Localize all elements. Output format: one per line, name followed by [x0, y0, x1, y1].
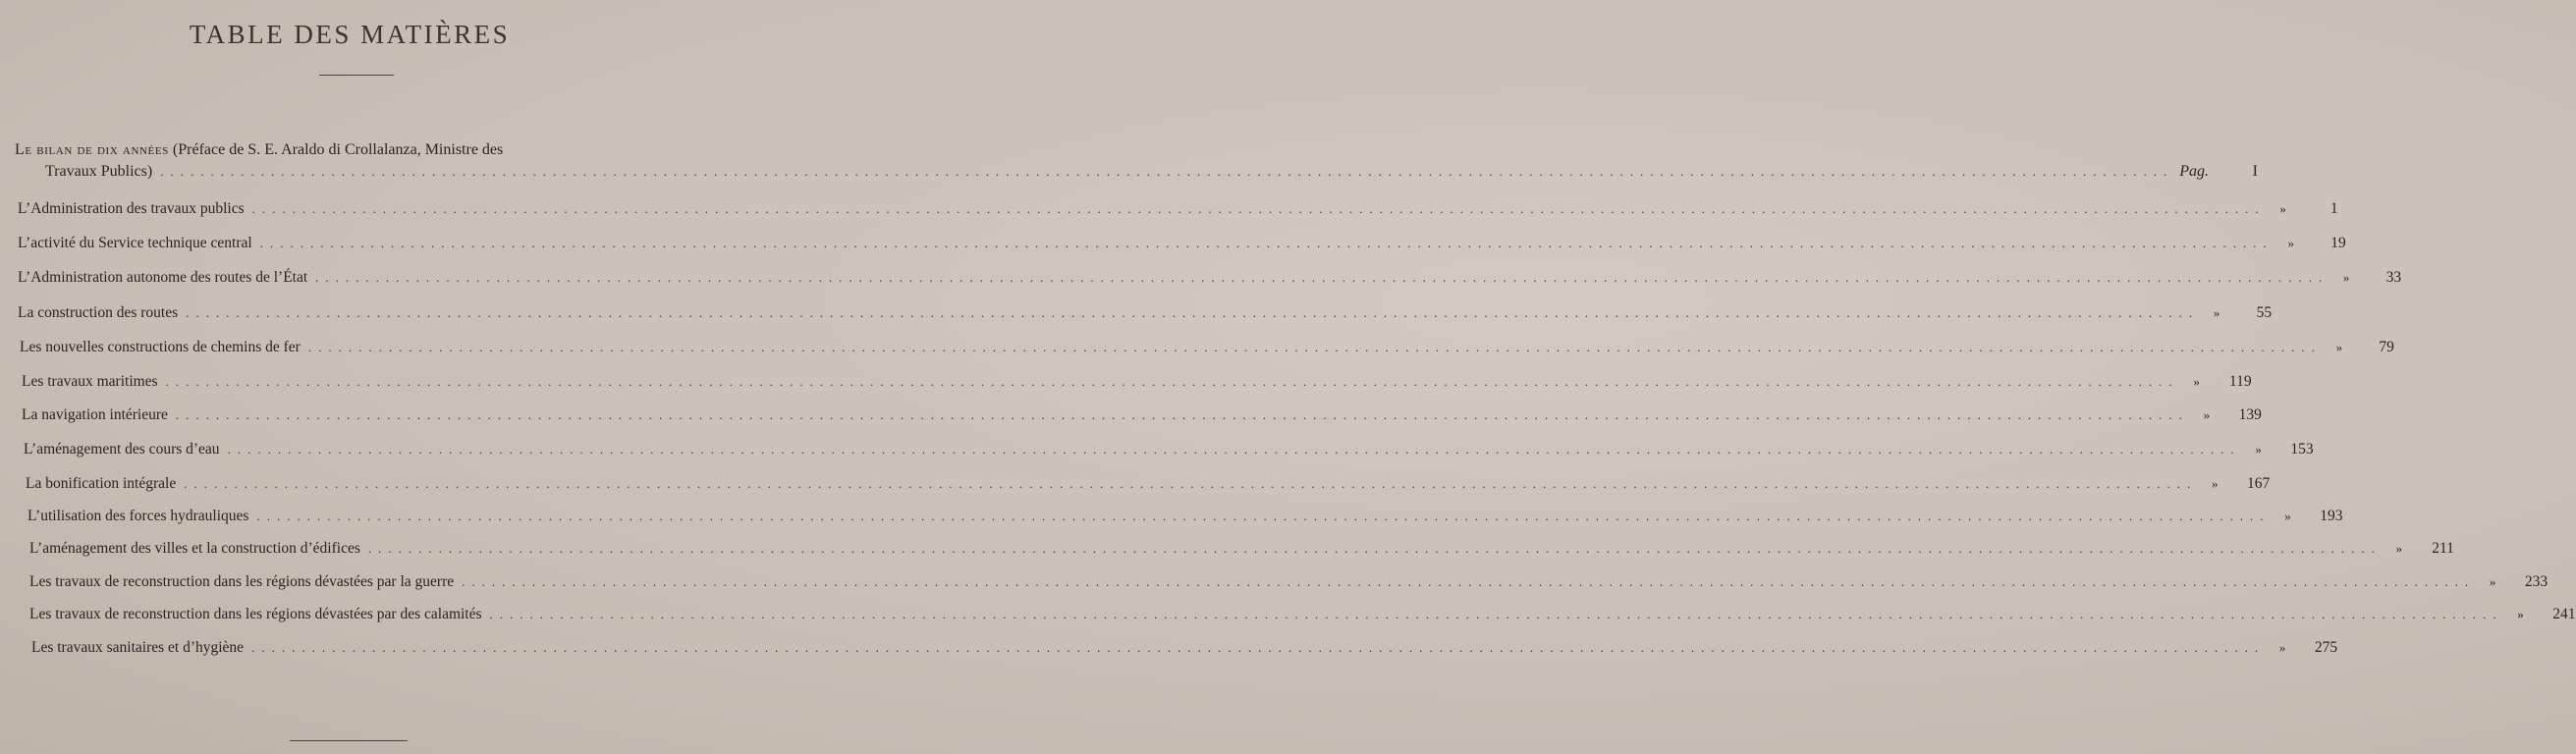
toc-entry: [20, 339, 2394, 356]
ditto-mark: »: [2489, 574, 2496, 589]
dot-leader: ........................................................................................................................................................................................................: [307, 340, 2322, 354]
page-number: 139: [2238, 406, 2262, 423]
dot-leader: ........................................................................................................................................................................................................: [175, 407, 2189, 422]
toc-entry: [22, 373, 2252, 391]
toc-entry: [22, 406, 2262, 424]
page-number: 233: [2524, 573, 2549, 590]
toc-entry: [18, 200, 2338, 218]
preface-continuation: Travaux Publics): [45, 163, 153, 180]
dot-leader: ........................................................................................................................................................................................................: [259, 236, 2274, 250]
toc-entry: [24, 441, 2314, 458]
preface-first-line: [15, 139, 683, 161]
page-number: 153: [2290, 441, 2314, 458]
dot-leader: ........................................................................................................................................................................................................: [251, 201, 2266, 216]
ditto-mark: »: [2517, 607, 2524, 621]
preface-heading: Le bilan de dix années: [15, 141, 169, 158]
toc-entry-title: L’Administration des travaux publics: [18, 200, 245, 217]
toc-entry-title: Les travaux sanitaires et d’hygiène: [31, 639, 245, 656]
page-number: 19: [2330, 235, 2346, 251]
toc-entry: [18, 269, 2402, 287]
ditto-mark: »: [2395, 541, 2403, 556]
ditto-mark: »: [2335, 340, 2343, 354]
bottom-divider: [290, 740, 408, 741]
title-divider: [319, 75, 394, 76]
ditto-mark: »: [2279, 201, 2286, 216]
dot-leader: ........................................................................................................................................................................................................: [160, 164, 2174, 179]
dot-leader: ........................................................................................................................................................................................................: [315, 270, 2329, 285]
toc-entry: [27, 508, 2343, 525]
ditto-mark: »: [2203, 407, 2211, 422]
page-number: 1: [2329, 200, 2338, 217]
toc-entry-title: L’activité du Service technique central: [18, 235, 252, 251]
toc-entry-title: Les travaux maritimes: [22, 373, 158, 390]
dot-leader: ........................................................................................................................................................................................................: [165, 374, 2179, 389]
toc-entry-title: La construction des routes: [18, 304, 179, 321]
dot-leader: ........................................................................................................................................................................................................: [251, 640, 2266, 655]
page-title: TABLE DES MATIÈRES: [189, 20, 511, 49]
toc-entry-title: Les nouvelles constructions de chemins de fer: [20, 339, 301, 355]
toc-preface-entry: [15, 139, 2258, 183]
ditto-mark: »: [2284, 509, 2291, 523]
page-number: 167: [2246, 475, 2271, 492]
dot-leader: ........................................................................................................................................................................................................: [184, 476, 2198, 491]
dot-leader: ........................................................................................................................................................................................................: [462, 574, 2476, 589]
dot-leader: ........................................................................................................................................................................................................: [186, 305, 2200, 320]
page-number: 79: [2379, 339, 2394, 355]
ditto-mark: »: [2342, 270, 2350, 285]
toc-entry: [29, 606, 2576, 623]
page-number: 211: [2432, 540, 2454, 557]
ditto-mark: »: [2211, 476, 2219, 491]
page-number: 119: [2228, 373, 2252, 390]
preface-second-line: [15, 161, 2258, 183]
dot-leader: ........................................................................................................................................................................................................: [367, 541, 2382, 556]
toc-entry: [29, 540, 2454, 558]
toc-entry-title: L’utilisation des forces hydrauliques: [27, 508, 249, 524]
toc-entry: [18, 304, 2273, 322]
ditto-mark: »: [2278, 640, 2286, 655]
page-number: I: [2252, 163, 2258, 180]
toc-entry: [18, 235, 2346, 252]
toc-entry-title: L’Administration autonome des routes de l’État: [18, 269, 308, 286]
toc-entry: [26, 475, 2271, 493]
toc-entry-title: La bonification intégrale: [26, 475, 177, 492]
dot-leader: ........................................................................................................................................................................................................: [489, 607, 2503, 621]
page-number: 193: [2320, 508, 2343, 524]
dot-leader: ........................................................................................................................................................................................................: [256, 509, 2271, 523]
preface-text: (Préface de S. E. Araldo di Crollalanza, Ministre des: [168, 141, 504, 158]
dot-leader: ........................................................................................................................................................................................................: [227, 442, 2241, 457]
ditto-mark: »: [2255, 442, 2262, 457]
page-number: 33: [2385, 269, 2402, 286]
page-number: 241: [2552, 606, 2576, 622]
toc-entry-title: L’aménagement des cours d’eau: [24, 441, 220, 458]
page-abbreviation: Pag.: [2179, 163, 2209, 180]
toc-entry-title: L’aménagement des villes et la construction d’édifices: [29, 540, 360, 557]
toc-entry: [29, 573, 2549, 591]
toc-entry-title: Les travaux de reconstruction dans les régions dévastées par des calamités: [29, 606, 482, 622]
toc-entry-title: Les travaux de reconstruction dans les régions dévastées par la guerre: [29, 573, 455, 590]
toc-entry: [31, 639, 2338, 657]
page-number: 55: [2256, 304, 2273, 321]
ditto-mark: »: [2213, 305, 2220, 320]
page-number: 275: [2314, 639, 2338, 656]
ditto-mark: »: [2193, 374, 2200, 389]
toc-entry-title: La navigation intérieure: [22, 406, 168, 423]
ditto-mark: »: [2287, 236, 2294, 250]
